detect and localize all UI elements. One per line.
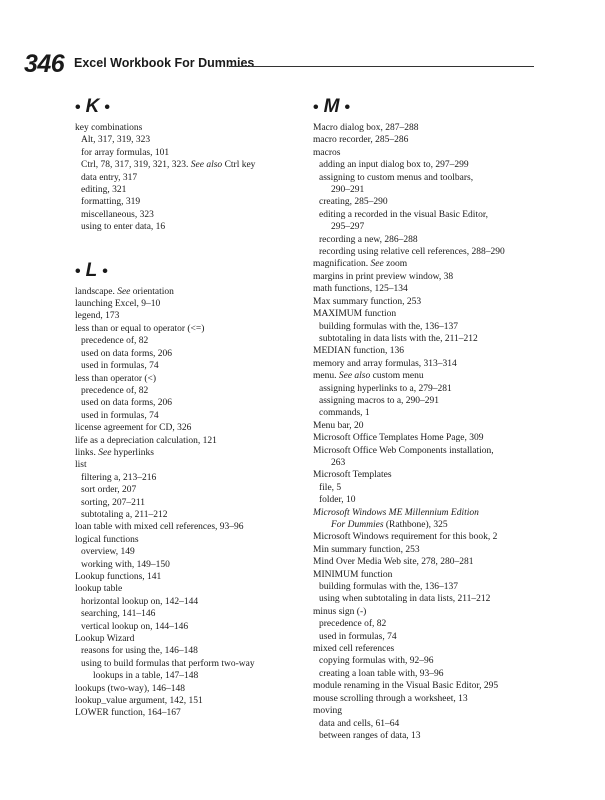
entry-text: data and cells, 61–64 <box>319 718 400 729</box>
index-entry <box>75 546 297 558</box>
index-entry <box>313 432 575 444</box>
entry-text: adding an input dialog box to, 297–299 <box>319 160 469 171</box>
index-entry <box>313 519 575 531</box>
section-entries-l <box>75 286 297 720</box>
index-entry <box>75 571 297 583</box>
entry-text: MAXIMUM function <box>313 309 397 320</box>
index-entry <box>313 544 575 556</box>
index-entry <box>313 159 575 171</box>
index-entry <box>75 360 297 372</box>
index-entry <box>313 147 575 159</box>
entry-text: used on data forms, 206 <box>81 348 173 359</box>
index-entry <box>313 271 575 283</box>
entry-text: Microsoft Office Web Components installation, <box>313 445 494 456</box>
entry-text: folder, 10 <box>319 495 356 506</box>
entry-text: magnification. <box>313 259 371 270</box>
index-entry <box>313 184 575 196</box>
index-entry <box>75 298 297 310</box>
entry-text: used in formulas, 74 <box>81 361 159 372</box>
entry-text: Microsoft Office Templates Home Page, 309 <box>313 433 484 444</box>
index-column-right <box>313 92 575 742</box>
entry-text: commands, 1 <box>319 408 370 419</box>
entry-text: editing, 321 <box>81 185 127 196</box>
entry-text: between ranges of data, 13 <box>319 730 421 741</box>
index-entry <box>313 482 575 494</box>
index-entry <box>75 410 297 422</box>
entry-text: memory and array formulas, 313–314 <box>313 358 457 369</box>
entry-text: reasons for using the, 146–148 <box>81 646 198 657</box>
index-entry <box>313 296 575 308</box>
running-header <box>24 50 534 80</box>
section-gap <box>75 234 297 256</box>
entry-text: file, 5 <box>319 482 342 493</box>
index-entry <box>313 122 575 134</box>
entry-text: minus sign (-) <box>313 606 367 617</box>
index-entry <box>313 581 575 593</box>
index-entry <box>313 556 575 568</box>
entry-text: searching, 141–146 <box>81 609 156 620</box>
index-entry <box>313 395 575 407</box>
index-entry <box>75 172 297 184</box>
entry-text: vertical lookup on, 144–146 <box>81 621 189 632</box>
index-entry <box>75 583 297 595</box>
entry-text: landscape. <box>75 286 118 297</box>
entry-text: Ctrl key <box>222 160 256 171</box>
entry-text: Microsoft Windows requirement for this book, 2 <box>313 532 498 543</box>
index-entry <box>313 718 575 730</box>
index-entry <box>75 348 297 360</box>
entry-text: zoom <box>383 259 408 270</box>
index-entry <box>313 445 575 457</box>
index-entry <box>313 221 575 233</box>
index-entry <box>75 323 297 335</box>
entry-text: Macro dialog box, 287–288 <box>313 123 419 133</box>
index-entry <box>75 645 297 657</box>
index-entry <box>313 680 575 692</box>
index-entry <box>313 420 575 432</box>
entry-text: moving <box>313 706 343 717</box>
entry-text: lookup table <box>75 584 123 595</box>
entry-text: overview, 149 <box>81 547 135 558</box>
entry-text: creating a loan table with, 93–96 <box>319 668 444 679</box>
index-entry <box>313 358 575 370</box>
heading-letter: K <box>85 96 100 117</box>
entry-text: recording a new, 286–288 <box>319 234 418 245</box>
entry-text: macro recorder, 285–286 <box>313 135 409 146</box>
entry-text: links. <box>75 447 99 458</box>
index-entry <box>75 596 297 608</box>
index-entry <box>75 209 297 221</box>
entry-text: precedence of, 82 <box>81 336 149 347</box>
index-entry <box>313 370 575 382</box>
heading-bullet: • <box>313 99 319 116</box>
index-entry <box>75 147 297 159</box>
entry-text: precedence of, 82 <box>81 385 149 396</box>
section-heading-l <box>75 256 297 286</box>
index-entry <box>313 134 575 146</box>
entry-text: used in formulas, 74 <box>81 410 159 421</box>
entry-text: Microsoft Templates <box>313 470 392 481</box>
index-entry <box>75 397 297 409</box>
entry-text: custom menu <box>370 371 424 382</box>
index-entry <box>75 521 297 533</box>
heading-letter: M <box>323 96 340 117</box>
index-entry <box>313 469 575 481</box>
entry-text: Max summary function, 253 <box>313 296 422 307</box>
entry-text: See <box>117 286 131 297</box>
entry-text: Lookup Wizard <box>75 634 135 645</box>
index-entry <box>313 308 575 320</box>
index-entry <box>313 668 575 680</box>
entry-text: 295–297 <box>331 222 365 233</box>
heading-bullet: • <box>102 262 108 280</box>
index-entry <box>313 246 575 258</box>
index-entry <box>313 705 575 717</box>
index-entry <box>313 196 575 208</box>
index-entry <box>313 593 575 605</box>
entry-text: MEDIAN function, 136 <box>313 346 405 357</box>
index-entry <box>313 209 575 221</box>
section-entries-m <box>313 122 575 742</box>
entry-text: using to enter data, 16 <box>81 222 166 233</box>
entry-text: lookups in a table, 147–148 <box>93 671 199 682</box>
entry-text: 290–291 <box>331 185 365 196</box>
entry-text: MINIMUM function <box>313 569 393 580</box>
index-entry <box>75 184 297 196</box>
header-rule <box>229 66 534 67</box>
index-entry <box>75 459 297 471</box>
section-heading-k <box>75 92 297 122</box>
index-entry <box>313 618 575 630</box>
index-entry <box>75 670 297 682</box>
book-title: Excel Workbook For Dummies <box>74 56 255 70</box>
entry-text: assigning to custom menus and toolbars, <box>319 172 474 183</box>
entry-text: for array formulas, 101 <box>81 147 170 158</box>
entry-text: creating, 285–290 <box>319 197 388 208</box>
index-entry <box>313 283 575 295</box>
entry-text: formatting, 319 <box>81 197 141 208</box>
entry-text: using when subtotaling in data lists, 211–212 <box>319 594 491 605</box>
heading-bullet: • <box>75 262 81 280</box>
index-entry <box>313 643 575 655</box>
index-entry <box>313 606 575 618</box>
index-column-left <box>75 92 297 720</box>
index-entry <box>75 196 297 208</box>
section-entries-k <box>75 122 297 234</box>
index-entry <box>75 373 297 385</box>
entry-text: orientation <box>130 286 174 297</box>
entry-text: launching Excel, 9–10 <box>75 299 161 310</box>
entry-text: sort order, 207 <box>81 485 137 496</box>
entry-text: See also <box>190 160 223 171</box>
entry-text: math functions, 125–134 <box>313 284 408 295</box>
index-entry <box>75 707 297 719</box>
index-entry <box>75 286 297 298</box>
entry-text: miscellaneous, 323 <box>81 209 154 220</box>
heading-bullet: • <box>75 99 81 116</box>
entry-text: sorting, 207–211 <box>81 497 146 508</box>
entry-text: legend, 173 <box>75 311 120 322</box>
index-entry <box>313 655 575 667</box>
entry-text: hyperlinks <box>111 447 154 458</box>
index-entry <box>313 531 575 543</box>
index-entry <box>75 559 297 571</box>
index-entry <box>313 333 575 345</box>
entry-text: Mind Over Media Web site, 278, 280–281 <box>313 557 474 568</box>
index-entry <box>75 621 297 633</box>
index-entry <box>313 631 575 643</box>
index-entry <box>75 472 297 484</box>
entry-text: used on data forms, 206 <box>81 398 173 409</box>
heading-bullet: • <box>104 99 110 116</box>
index-entry <box>75 695 297 707</box>
index-entry <box>75 683 297 695</box>
entry-text: Alt, 317, 319, 323 <box>81 135 151 146</box>
entry-text: See <box>98 447 112 458</box>
entry-text: lookups (two-way), 146–148 <box>75 683 186 694</box>
entry-text: building formulas with the, 136–137 <box>319 582 459 593</box>
entry-text: data entry, 317 <box>81 172 138 183</box>
entry-text: (Rathbone), 325 <box>383 520 448 530</box>
entry-text: lookup_value argument, 142, 151 <box>75 696 203 707</box>
index-entry <box>313 457 575 469</box>
entry-text: logical functions <box>75 534 139 545</box>
entry-text: See <box>370 259 384 270</box>
entry-text: assigning hyperlinks to a, 279–281 <box>319 383 452 394</box>
index-entry <box>75 310 297 322</box>
index-entry <box>75 484 297 496</box>
index-entry <box>313 258 575 270</box>
entry-text: editing a recorded in the visual Basic Editor, <box>319 209 488 220</box>
index-entry <box>313 407 575 419</box>
entry-text: macros <box>313 147 341 158</box>
entry-text: Ctrl, 78, 317, 319, 321, 323. <box>81 160 191 171</box>
entry-text: less than or equal to operator (<=) <box>75 323 205 334</box>
entry-text: less than operator (<) <box>75 373 157 384</box>
entry-text: horizontal lookup on, 142–144 <box>81 596 199 607</box>
heading-letter: L <box>85 259 98 281</box>
entry-text: life as a depreciation calculation, 121 <box>75 435 217 446</box>
index-entry <box>75 221 297 233</box>
entry-text: building formulas with the, 136–137 <box>319 321 459 332</box>
index-entry <box>313 345 575 357</box>
index-entry <box>75 134 297 146</box>
index-entry <box>313 234 575 246</box>
index-entry <box>75 385 297 397</box>
page-number: 346 <box>24 50 65 78</box>
entry-text: mixed cell references <box>313 644 395 655</box>
entry-text: Microsoft Windows ME Millennium Edition <box>313 507 479 518</box>
index-entry <box>313 172 575 184</box>
entry-text: margins in print preview window, 38 <box>313 271 454 282</box>
index-entry <box>75 122 297 134</box>
index-entry <box>313 383 575 395</box>
entry-text: license agreement for CD, 326 <box>75 423 192 434</box>
entry-text: loan table with mixed cell references, 93–96 <box>75 522 244 533</box>
entry-text: filtering a, 213–216 <box>81 472 157 483</box>
index-entry <box>313 494 575 506</box>
entry-text: For Dummies <box>331 520 384 530</box>
index-entry <box>313 693 575 705</box>
entry-text: key combinations <box>75 123 143 133</box>
heading-bullet: • <box>344 99 351 116</box>
index-entry <box>75 159 297 171</box>
entry-text: Lookup functions, 141 <box>75 572 162 582</box>
index-entry <box>75 447 297 459</box>
entry-text: module renaming in the Visual Basic Editor, 295 <box>313 681 499 692</box>
entry-text: subtotaling a, 211–212 <box>81 509 168 520</box>
entry-text: Min summary function, 253 <box>313 544 420 555</box>
index-entry <box>313 569 575 581</box>
entry-text: working with, 149–150 <box>81 559 170 570</box>
section-heading-m <box>313 92 575 122</box>
entry-text: copying formulas with, 92–96 <box>319 656 434 667</box>
index-entry <box>75 335 297 347</box>
index-entry <box>75 435 297 447</box>
entry-text: subtotaling in data lists with the, 211–212 <box>319 333 478 344</box>
index-entry <box>75 608 297 620</box>
entry-text: mouse scrolling through a worksheet, 13 <box>313 693 468 704</box>
entry-text: precedence of, 82 <box>319 619 387 630</box>
entry-text: menu. <box>313 371 339 382</box>
entry-text: LOWER function, 164–167 <box>75 708 181 719</box>
index-entry <box>313 730 575 742</box>
entry-text: 263 <box>331 457 346 468</box>
entry-text: recording using relative cell references, 288–290 <box>319 247 505 258</box>
entry-text: using to build formulas that perform two-way <box>81 658 255 669</box>
index-entry <box>313 321 575 333</box>
entry-text: used in formulas, 74 <box>319 631 397 642</box>
index-entry <box>75 509 297 521</box>
entry-text: assigning macros to a, 290–291 <box>319 395 440 406</box>
entry-text: list <box>75 460 87 471</box>
index-entry <box>313 507 575 519</box>
index-entry <box>75 534 297 546</box>
index-entry <box>75 633 297 645</box>
index-entry <box>75 422 297 434</box>
index-entry <box>75 497 297 509</box>
entry-text: Menu bar, 20 <box>313 420 364 431</box>
entry-text: See also <box>338 371 371 382</box>
index-entry <box>75 658 297 670</box>
